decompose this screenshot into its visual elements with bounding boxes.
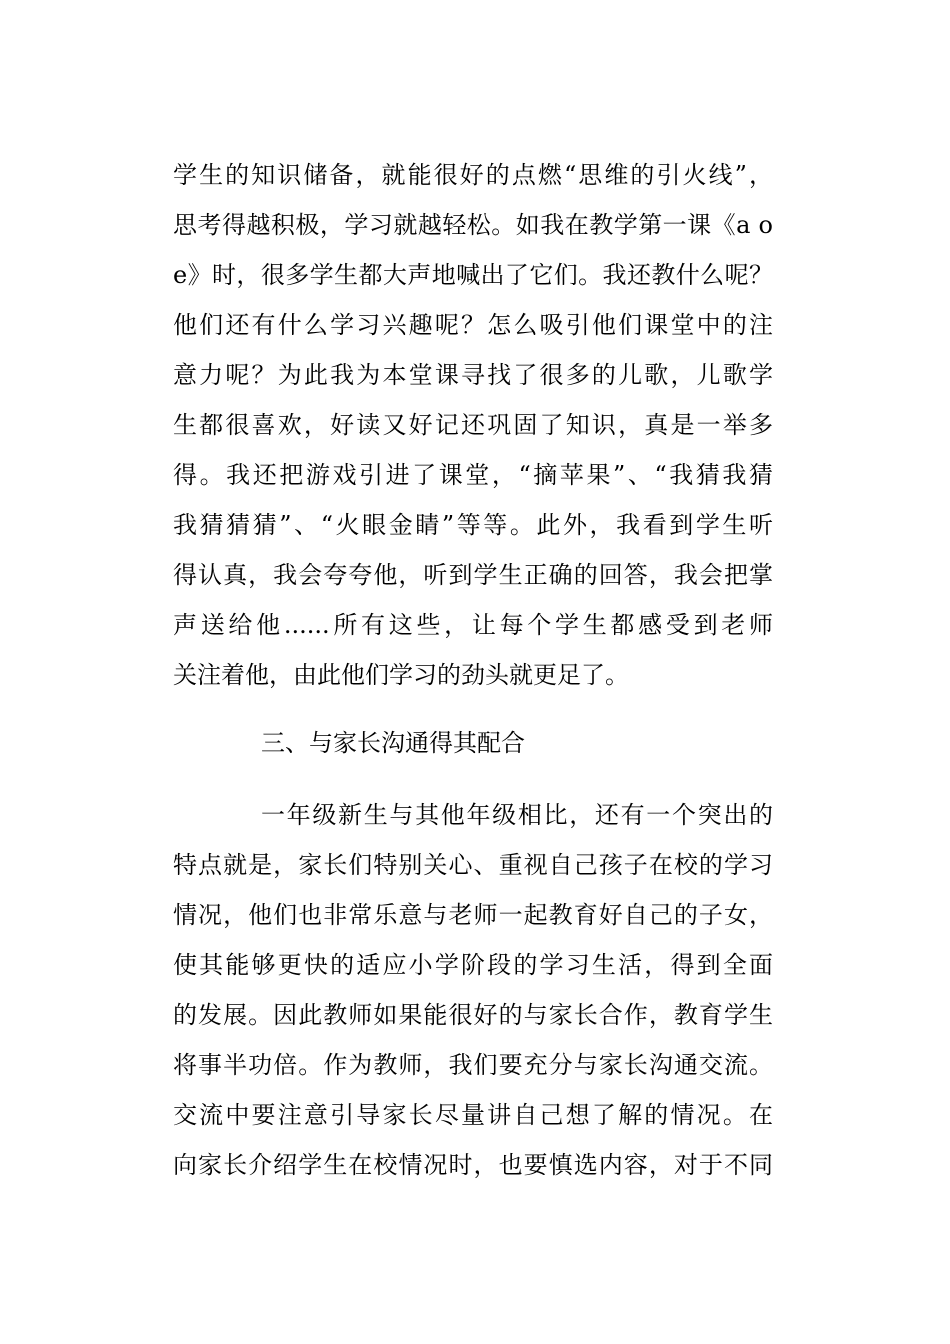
text-line: e》时，很多学生都大声地喊出了它们。我还教什么呢？	[173, 261, 773, 289]
text-line: 得。我还把游戏引进了课堂，“摘苹果”、“我猜我猜	[173, 461, 773, 489]
text-line: 的发展。因此教师如果能很好的与家长合作，教育学生	[173, 1001, 773, 1029]
text-line: 一年级新生与其他年级相比，还有一个突出的	[261, 801, 773, 829]
section-heading: 三、与家长沟通得其配合	[261, 729, 525, 757]
text-line: 得认真，我会夸夸他，听到学生正确的回答，我会把掌	[173, 561, 773, 589]
text-line: 向家长介绍学生在校情况时，也要慎选内容，对于不同	[173, 1151, 773, 1179]
text-line: 我猜猜猜”、“火眼金睛”等等。此外，我看到学生听	[173, 511, 773, 539]
text-line: 将事半功倍。作为教师，我们要充分与家长沟通交流。	[173, 1051, 773, 1079]
text-line: 声送给他......所有这些，让每个学生都感受到老师	[173, 611, 773, 639]
text-line: 特点就是，家长们特别关心、重视自己孩子在校的学习	[173, 851, 773, 879]
text-line: 学生的知识储备，就能很好的点燃“思维的引火线”，	[173, 161, 773, 189]
text-line: 他们还有什么学习兴趣呢？怎么吸引他们课堂中的注	[173, 311, 773, 339]
text-line: 生都很喜欢，好读又好记还巩固了知识，真是一举多	[173, 411, 773, 439]
text-line: 思考得越积极，学习就越轻松。如我在教学第一课《a o	[173, 211, 773, 239]
text-line: 情况，他们也非常乐意与老师一起教育好自己的子女，	[173, 901, 773, 929]
text-line: 关注着他，由此他们学习的劲头就更足了。	[173, 661, 629, 689]
text-line: 使其能够更快的适应小学阶段的学习生活，得到全面	[173, 951, 773, 979]
text-line: 意力呢？为此我为本堂课寻找了很多的儿歌，儿歌学	[173, 361, 773, 389]
text-line: 交流中要注意引导家长尽量讲自己想了解的情况。在	[173, 1101, 773, 1129]
